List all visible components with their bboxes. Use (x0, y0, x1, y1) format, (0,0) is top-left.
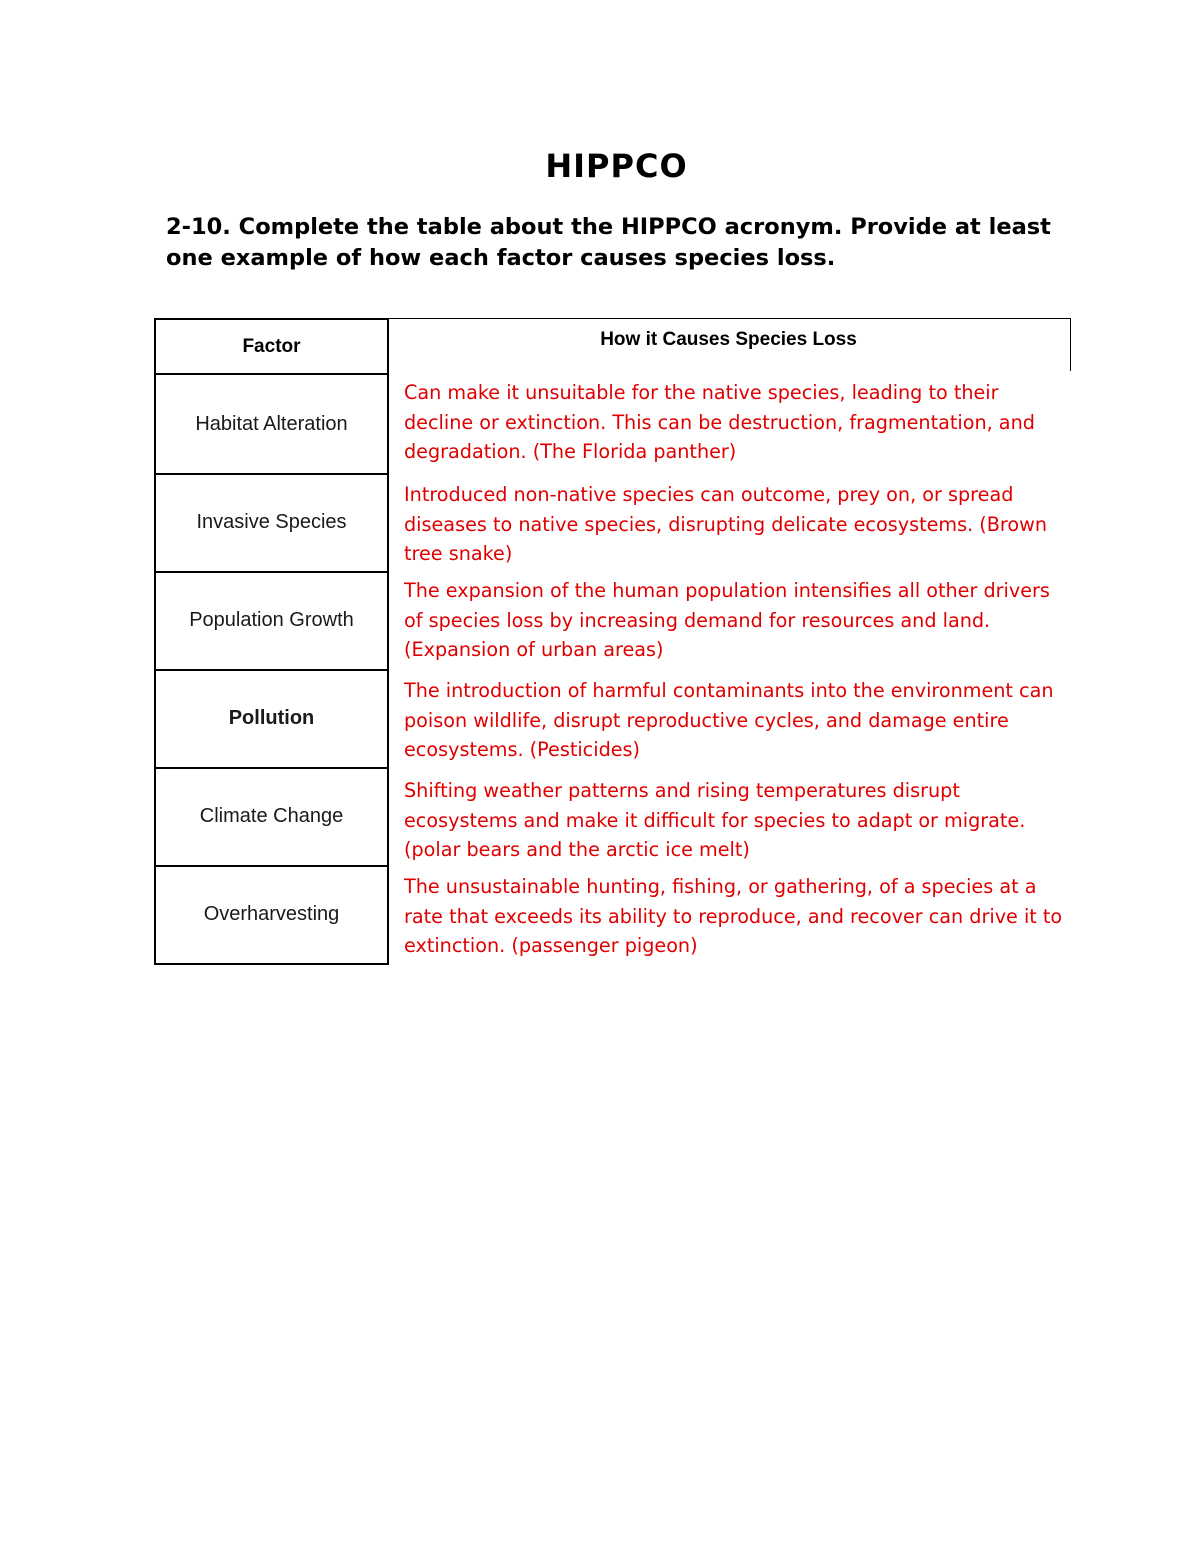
factor-cell-overharvesting: Overharvesting (154, 865, 389, 965)
page-title: HIPPCO (545, 147, 688, 185)
description-climate-change: Shifting weather patterns and rising temperatures disrupt ecosystems and make it difficult for species to adapt or migrate. (polar bears and the arctic ice melt) (404, 779, 1026, 861)
instructions-text: 2-10. Complete the table about the HIPPCO acronym. Provide at least one example of how each factor causes species loss. (166, 214, 1051, 271)
description-population-growth: The expansion of the human population intensifies all other drivers of species loss by increasing demand for resources and land. (Expansion of urban areas) (404, 579, 1050, 661)
factor-cell-habitat-alteration: Habitat Alteration (154, 375, 389, 475)
factor-cell-climate-change: Climate Change (154, 767, 389, 867)
header-how-it-causes-species-loss: How it Causes Species Loss (387, 318, 1071, 371)
description-habitat-alteration: Can make it unsuitable for the native species, leading to their decline or extinction. This can be destruction, fragmentation, and degradation. (The Florida panther) (404, 381, 1035, 463)
description-overharvesting: The unsustainable hunting, fishing, or gathering, of a species at a rate that exceeds its ability to reproduce, and recover can drive it to extinction. (passenger pigeon) (404, 875, 1063, 957)
factor-cell-population-growth: Population Growth (154, 571, 389, 671)
factor-cell-pollution: Pollution (154, 669, 389, 769)
description-invasive-species: Introduced non-native species can outcome, prey on, or spread diseases to native species, disrupting delicate ecosystems. (Brown tree snake) (404, 483, 1047, 565)
header-factor: Factor (154, 318, 389, 375)
description-pollution: The introduction of harmful contaminants into the environment can poison wildlife, disrupt reproductive cycles, and damage entire ecosystems. (Pesticides) (404, 679, 1054, 761)
factor-cell-invasive-species: Invasive Species (154, 473, 389, 573)
